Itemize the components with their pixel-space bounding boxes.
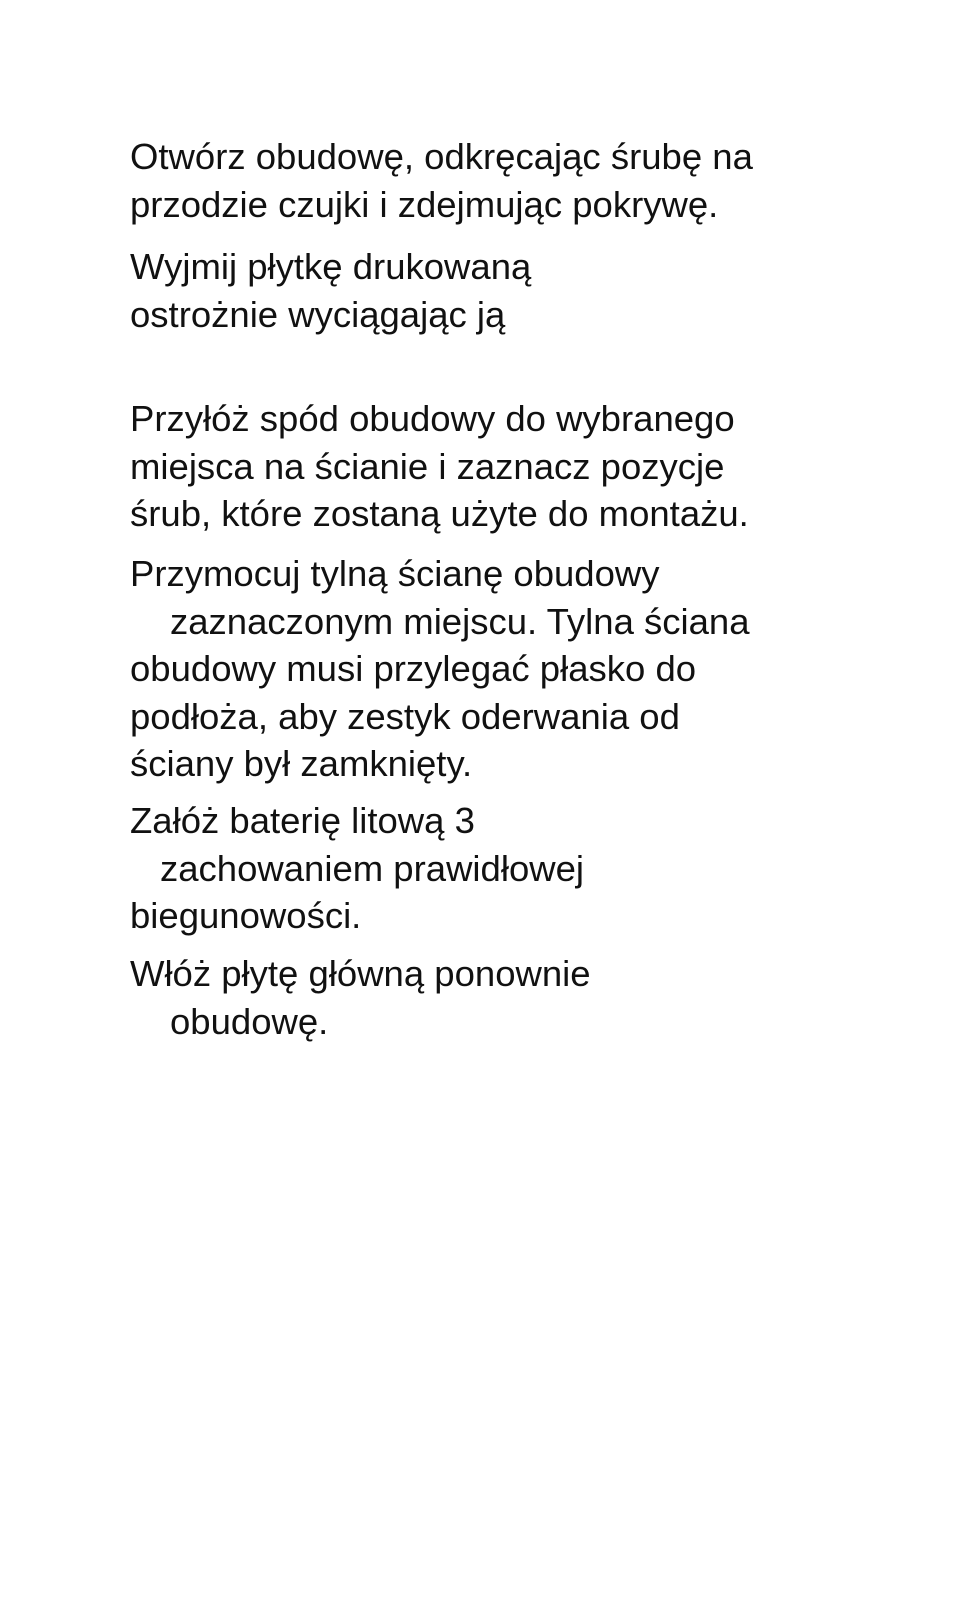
step-text-line: miejsca na ścianie i zaznacz pozycje: [130, 445, 725, 487]
step-text-line: Przymocuj tylną ścianę obudowy: [130, 553, 660, 594]
step-text-line: zaznaczonym miejscu. Tylna ściana: [170, 600, 750, 642]
step-text-line: obudowę.: [170, 1000, 329, 1042]
step-text-line: Otwórz obudowę, odkręcając śrubę na: [130, 136, 753, 177]
instruction-step-3: [130, 395, 890, 538]
step-text-line: śrub, które zostaną użyte do montażu.: [130, 493, 749, 534]
step-text-line: Włóż płytę główną ponownie: [130, 953, 591, 994]
instruction-step-5: [130, 797, 890, 940]
step-text-line: obudowy musi przylegać płasko do: [130, 648, 697, 689]
step-text-line: przodzie czujki i zdejmując pokrywę.: [130, 183, 719, 225]
step-text-line: Przyłóż spód obudowy do wybranego: [130, 398, 735, 439]
step-text-line: podłoża, aby zestyk oderwania od: [130, 695, 680, 737]
step-text-line: ściany był zamknięty.: [130, 743, 473, 784]
instruction-step-2: [130, 243, 890, 338]
instruction-step-6: [130, 950, 890, 1045]
step-text-line: Wyjmij płytkę drukowaną: [130, 246, 532, 287]
step-text-line: ostrożnie wyciągając ją: [130, 293, 506, 335]
instruction-step-4: [130, 550, 890, 788]
step-text-line: zachowaniem prawidłowej: [160, 847, 585, 889]
step-text-line: biegunowości.: [130, 895, 362, 936]
instruction-step-1: [130, 133, 890, 228]
step-text-line: Załóż baterię litową 3: [130, 800, 475, 841]
